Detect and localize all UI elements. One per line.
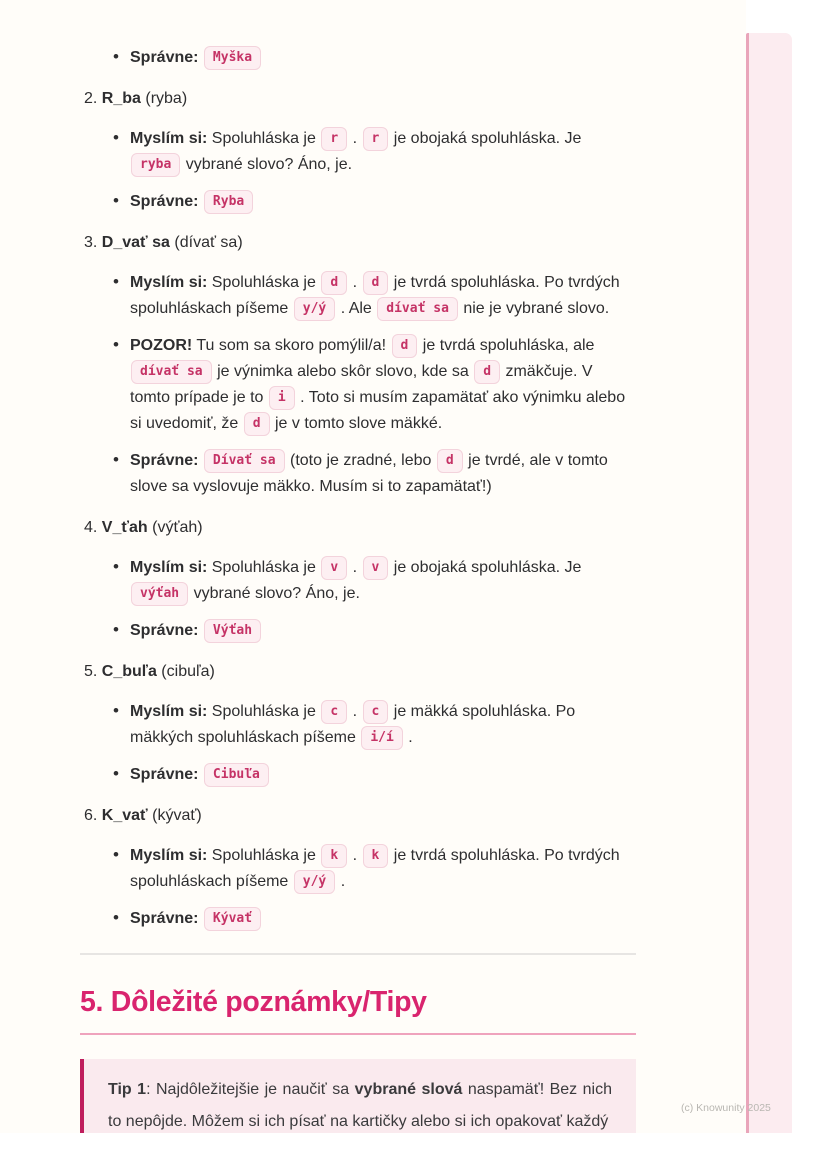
text-run: (toto je zradné, lebo [285, 452, 436, 469]
text-run: je obojaká spoluhláska. Je [389, 559, 582, 576]
text-run: Tu som sa skoro pomýlil/a! [192, 337, 391, 354]
bullet-item [80, 906, 636, 932]
text-run: . Toto si musím zapamätať ako výnimku alebo si uvedomiť, že [130, 389, 626, 432]
bold-text: Myslím si: [130, 274, 208, 291]
item-number: 5. [84, 663, 102, 680]
code-badge: r [363, 127, 389, 151]
heading-underline [80, 1033, 636, 1035]
bullet-item [80, 126, 636, 178]
code-badge: y/ý [294, 297, 335, 321]
text-run: je tvrdá spoluhláska, ale [418, 337, 595, 354]
text-run: nie je vybrané slovo. [458, 300, 610, 317]
text-run: je mäkká spoluhláska. Po mäkkých spoluhláskach píšeme [130, 703, 576, 746]
bullet-item [80, 843, 636, 895]
code-badge: Dívať sa [204, 449, 285, 473]
bold-text: Myslím si: [130, 559, 208, 576]
bold-text: Správne: [130, 766, 199, 783]
text-run [198, 452, 202, 469]
bold-text: Správne: [130, 49, 199, 66]
item-word: R_ba [101, 90, 141, 107]
code-badge: Cibuľa [204, 763, 269, 787]
bullet-item [80, 333, 636, 437]
code-badge: c [321, 700, 347, 724]
bold-text: Myslím si: [130, 703, 208, 720]
bold-text: Myslím si: [130, 847, 208, 864]
text-run: . [348, 847, 362, 864]
item-hint: (dívať sa) [169, 234, 243, 251]
bold-text: Správne: [130, 622, 199, 639]
numbered-item [80, 86, 636, 215]
text-run: Spoluhláska je [207, 130, 321, 147]
item-heading [84, 86, 636, 112]
text-run: je v tomto slove mäkké. [270, 415, 443, 432]
section-heading: 5. Dôležité poznámky/Tipy [80, 986, 427, 1018]
code-badge: ryba [131, 153, 180, 177]
section-divider [80, 953, 636, 955]
text-run: je tvrdá spoluhláska. Po tvrdých spoluhláskach píšeme [130, 847, 620, 890]
code-badge: d [437, 449, 463, 473]
tip-callout-box [80, 1059, 636, 1133]
text-run: . [348, 274, 362, 291]
item-heading [84, 803, 636, 829]
bullet-item [80, 699, 636, 751]
code-badge: k [321, 844, 347, 868]
watermark: (c) Knowunity 2025 [681, 1102, 771, 1114]
text-run: zmäkčuje. V tomto prípade je to [130, 363, 593, 406]
code-badge: dívať sa [131, 360, 212, 384]
item-number: 3. [84, 234, 102, 251]
code-badge: Myška [204, 46, 261, 70]
bullet-item [80, 448, 636, 500]
numbered-item [80, 803, 636, 932]
text-run [198, 910, 202, 927]
code-badge: i/í [361, 726, 402, 750]
bold-text: POZOR! [130, 337, 193, 354]
code-badge: Výťah [204, 619, 261, 643]
bold-text: Správne: [130, 910, 199, 927]
text-run: Spoluhláska je [207, 274, 321, 291]
item-heading [84, 659, 636, 685]
code-badge: výťah [131, 582, 188, 606]
numbered-word-list [80, 86, 636, 932]
text-run: . [348, 703, 362, 720]
text-run: je tvrdá spoluhláska. Po tvrdých spoluhláskach píšeme [130, 274, 620, 317]
bold-text: Myslím si: [130, 130, 208, 147]
item-word: V_ťah [101, 519, 148, 536]
code-badge: y/ý [294, 870, 335, 894]
code-badge: r [321, 127, 347, 151]
next-page-edge [746, 33, 792, 1133]
code-badge: v [321, 556, 347, 580]
code-badge: d [321, 271, 347, 295]
code-badge: d [474, 360, 500, 384]
text-run: je tvrdé, ale v tomto slove sa vyslovuje mäkko. Musím si to zapamätať!) [130, 452, 608, 495]
bullet-item [80, 189, 636, 215]
numbered-item [80, 515, 636, 644]
item-hint: (cibuľa) [156, 663, 215, 680]
text-run: . [403, 729, 413, 746]
bullet-item [80, 45, 636, 71]
numbered-item [80, 230, 636, 500]
text-run [198, 622, 202, 639]
item-number: 4. [84, 519, 102, 536]
item-bullet-list [80, 270, 636, 500]
bold-text: Správne: [130, 193, 199, 210]
text-run: Spoluhláska je [207, 847, 321, 864]
text-run: Spoluhláska je [207, 559, 321, 576]
item-bullet-list [80, 555, 636, 644]
bold-text: Správne: [130, 452, 199, 469]
text-run: . [336, 873, 346, 890]
code-badge: Kývať [204, 907, 261, 931]
text-run: je výnimka alebo skôr slovo, kde sa [212, 363, 474, 380]
text-run: . [348, 130, 362, 147]
item-bullet-list [80, 843, 636, 932]
tip-text [108, 1074, 612, 1133]
item-number: 2. [84, 90, 102, 107]
text-run: je obojaká spoluhláska. Je [389, 130, 582, 147]
code-badge: c [363, 700, 389, 724]
text-run: Spoluhláska je [207, 703, 321, 720]
code-badge: v [363, 556, 389, 580]
bullet-item [80, 618, 636, 644]
text-run: vybrané slovo? Áno, je. [189, 585, 360, 602]
item-heading [84, 515, 636, 541]
code-badge: d [244, 412, 270, 436]
bold-text: Tip 1 [108, 1081, 147, 1098]
text-run [198, 766, 202, 783]
code-badge: d [392, 334, 418, 358]
code-badge: k [363, 844, 389, 868]
document-content [80, 30, 636, 1133]
bullet-item [80, 270, 636, 322]
item-number: 6. [84, 807, 102, 824]
item-hint: (ryba) [140, 90, 188, 107]
bullet-item [80, 762, 636, 788]
item-word: K_vať [101, 807, 148, 824]
code-badge: Ryba [204, 190, 253, 214]
item-word: C_buľa [101, 663, 157, 680]
text-run: vybrané slovo? Áno, je. [181, 156, 353, 173]
code-badge: i [269, 386, 295, 410]
code-badge: d [363, 271, 389, 295]
item-word: D_vať sa [101, 234, 170, 251]
code-badge: dívať sa [377, 297, 458, 321]
item-hint: (výťah) [147, 519, 203, 536]
text-run: . [348, 559, 362, 576]
item-heading [84, 230, 636, 256]
bullet-item [80, 555, 636, 607]
intro-bullet-list [80, 45, 636, 71]
bold-text: vybrané slová [354, 1081, 463, 1098]
text-run: . Ale [336, 300, 377, 317]
numbered-item [80, 659, 636, 788]
item-bullet-list [80, 126, 636, 215]
item-hint: (kývať) [147, 807, 202, 824]
text-run [198, 193, 202, 210]
item-bullet-list [80, 699, 636, 788]
text-run: naspamäť! Bez nich to nepôjde. Môžem si ich písať na kartičky alebo si ich opakovať každý [108, 1081, 613, 1130]
text-run [198, 49, 202, 66]
text-run: : Najdôležitejšie je naučiť sa [146, 1081, 355, 1098]
